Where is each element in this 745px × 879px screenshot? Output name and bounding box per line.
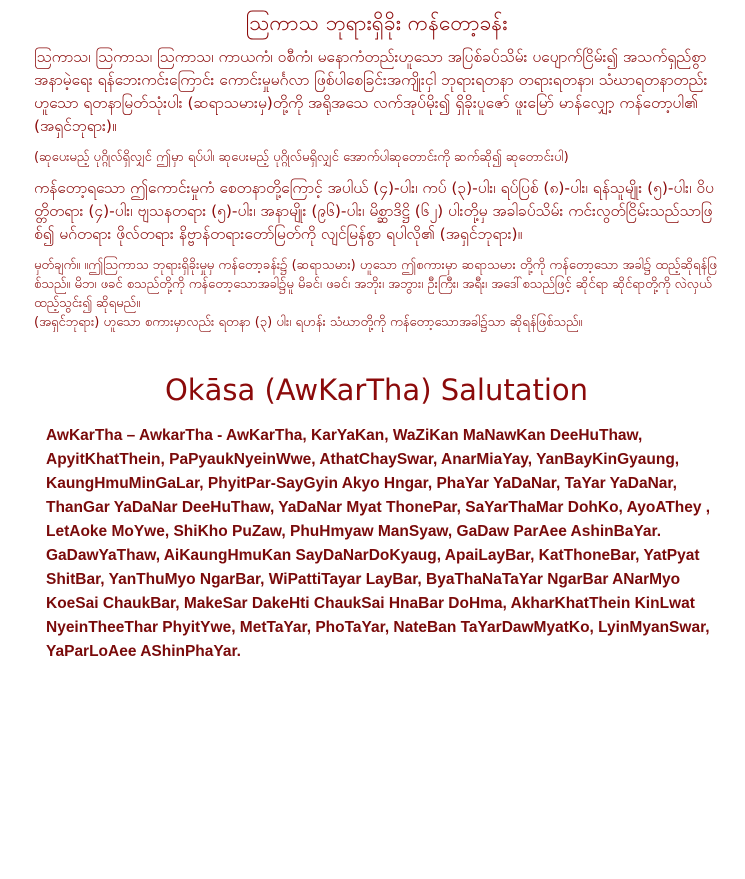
english-paragraph-1: AwKarTha – AwkarTha - AwKarTha, KarYaKan, WaZiKan MaNawKan DeeHuThaw, ApyitKhatThein, PaPyaukNyeinWwe, AthatChaySwar, AnarMiaYay, YanBayKinGyaung, KaungHmuMinGaLar, PhyitPar-SayGyin Akyo Hngar, PhaYar YaDaNar, TaYar YaDaNar, ThanGar YaDaNar DeeHuThaw, YaDaNar Myat ThonePar, SaYarThaMar DohKo, AyoAThey , LetAoke MoYwe, ShiKho PuZaw, PhuHmyaw ManSyaw, GaDaw ParAee AshinBaYar. [46,427,711,540]
english-title: Okāsa (AwKarTha) Salutation [164,373,589,407]
myanmar-paragraph-1: ဩကာသ၊ ဩကာသ၊ ဩကာသ၊ ကာယကံ၊ ဝစီကံ၊ မနောကံတည်းဟူသော အပြစ်ခပ်သိမ်း ပပျောက်ငြိမ်း၍ အသက်ရှည်စွာ အနာမဲ့ရေး ရန်ဘေးကင်းကြောင်း ကောင်းမှုမင်္ဂလာ ဖြစ်ပါစေခြင်းအကျိုးငှါ ဘုရားရတနာ တရားရတနာ၊ သံဃာရတနာတည်း ဟူသော ရတနာမြတ်သုံးပါး (ဆရာသမားမှ)တို့ကို အရိုအသေ လက်အုပ်မိုး၍ ရှိခိုးပူဇော် ဖူးမြော် မာန်လျှော့ ကန်တော့ပါ၏ (အရှင်ဘုရား)။ [34,48,708,135]
myanmar-note-2: (အရှင်ဘုရား) ဟူသော စကားမှာလည်း ရတနာ (၃) ပါး၊ ရဟန်း သံဃာတို့ကို ကန်တော့သောအခါ၌သာ ဆိုရန်ဖြစ်သည်။ [34,315,583,330]
myanmar-title: ဩကာသ ဘုရားရှိခိုး ကန်တော့ခန်း [245,11,508,35]
myanmar-note-1: မှတ်ချက်။ ။ဤဩကာသ ဘုရားရှိခိုးမှုမှ ကန်တော့ခန်း၌ (ဆရာသမား) ဟူသော ဤစကားမှာ ဆရာသမား တို့ကို ကန်တော့သော အခါ၌ ထည့်ဆိုရန်ဖြစ်သည်။ မိဘ၊ ဖခင် စသည်တို့ကို ကန်တော့သောအခါ၌မူ မိခင်၊ ဖခင်၊ အဘိုး၊ အဘွား၊ ဦးကြီး၊ အရီး၊ အဒေါ်စသည်ဖြင့် ဆိုင်ရာ ဆိုင်ရာတို့ကို လဲလှယ် ထည့်သွင်း၍ ဆိုရမည်။ [34,258,717,311]
myanmar-paragraph-2: (ဆုပေးမည့် ပုဂ္ဂိုလ်ရှိလျှင် ဤမှာ ရပ်ပါ၊ ဆုပေးမည့် ပုဂ္ဂိုလ်မရှိလျှင် အောက်ပါဆုတောင်းကို ဆက်ဆို၍ ဆုတောင်းပါ) [34,150,569,165]
english-paragraph-2: GaDawYaThaw, AiKaungHmuKan SayDaNarDoKyaug, ApaiLayBar, KatThoneBar, YatPyat ShitBar, YanThuMyo NgarBar, WiPattiTayar LayBar, ByaThaNaTaYar NgarBar ANarMyo KoeSai ChaukBar, MakeSar DakeHti ChaukSai HnaBar DoHma, AkharKhatThein KinLwat NyeinTheeThar PhyitYwe, MetTaYar, PhoTaYar, NateBan TaYarDawMyatKo, LyinMyanSwar, YaParLoAee AShinPhaYar. [46,547,710,660]
english-body [46,424,719,664]
myanmar-paragraph-3: ကန်တော့ရသော ဤကောင်းမှုကံ စေတနာတို့ကြောင့် အပါယ် (၄)-ပါး၊ ကပ် (၃)-ပါး၊ ရပ်ပြစ် (၈)-ပါး၊ ရန်သူမျိုး (၅)-ပါး၊ ဝိပတ္တိတရား (၄)-ပါး၊ ဗျသနတရား (၅)-ပါး၊ အနာမျိုး (၉၆)-ပါး၊ မိစ္ဆာဒိဋ္ဌိ (၆၂) ပါးတို့မှ အခါခပ်သိမ်း ကင်းလွတ်ငြိမ်းသည်သာဖြစ်၍ မဂ်တရား ဖိုလ်တရား နိဗ္ဗာန်တရားတော်မြတ်ကို လျင်မြန်စွာ ရပါလို၏ (အရှင်ဘုရား)။ [34,179,714,243]
